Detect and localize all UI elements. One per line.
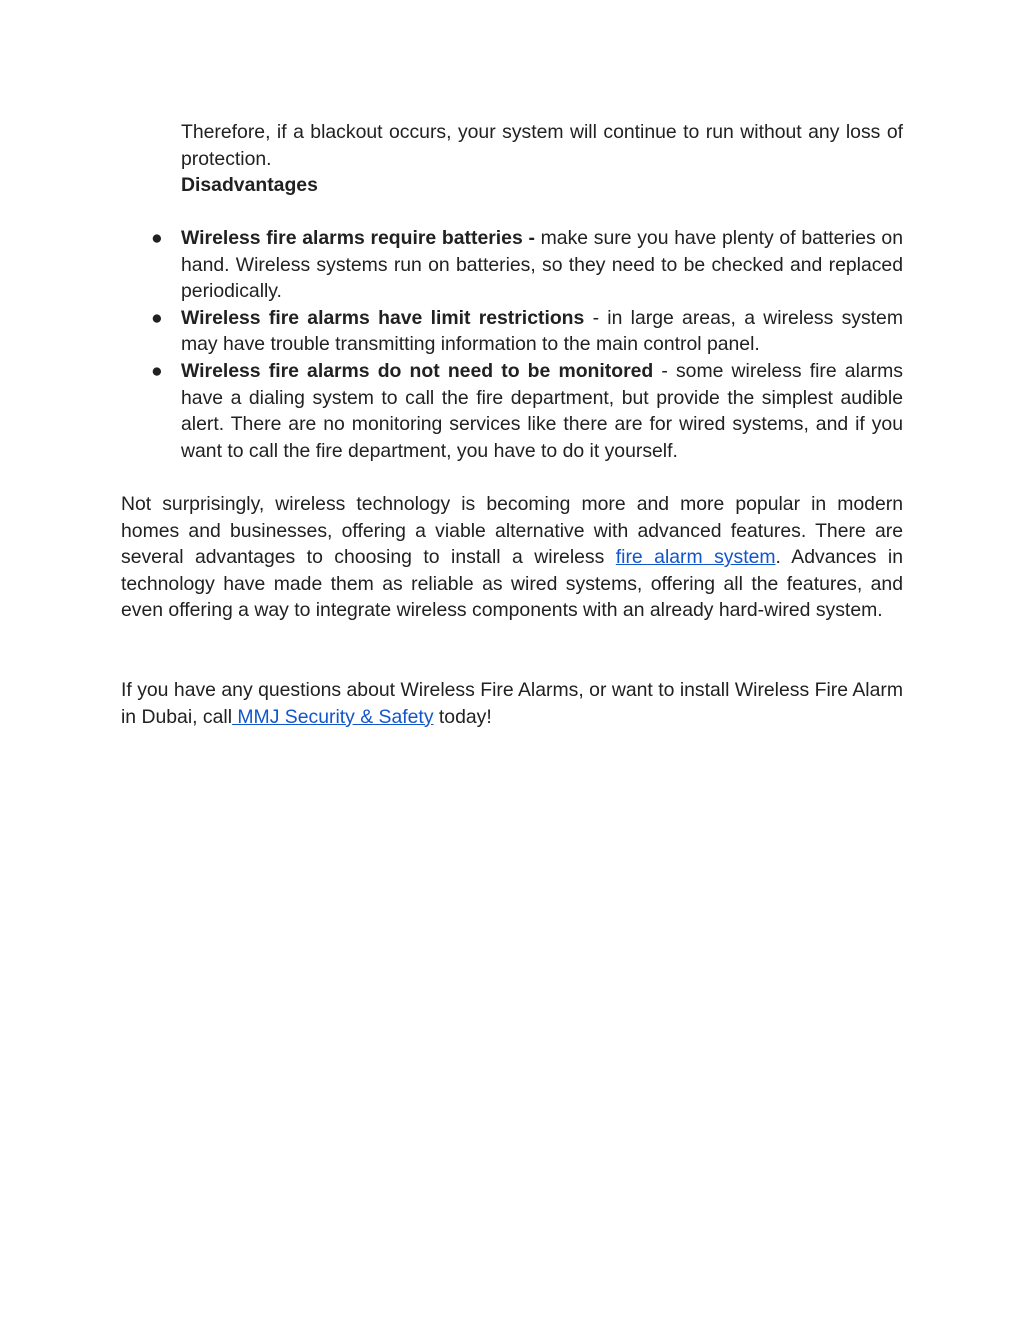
disadvantages-list xyxy=(151,225,903,464)
paragraph-text: If you have any questions about Wireless Fire Alarms, or want to install Wireless Fire Alarm in Dubai, call xyxy=(121,679,903,728)
paragraph-contact xyxy=(121,677,903,730)
list-item-title: Wireless fire alarms have limit restrictions xyxy=(181,306,585,329)
list-item xyxy=(151,358,903,464)
paragraph-text: today! xyxy=(433,705,492,728)
mmj-security-link[interactable]: MMJ Security & Safety xyxy=(232,705,434,728)
fire-alarm-system-link[interactable]: fire alarm system xyxy=(615,546,776,569)
paragraph-wireless-technology xyxy=(121,491,903,624)
intro-block xyxy=(181,119,903,199)
paragraph-text: Not surprisingly, wireless technology is becoming more and more popular in modern homes and businesses, offering a viable alternative with advanced features. There are several advantages to choosing to install a wireless xyxy=(121,493,903,569)
list-item xyxy=(151,305,903,358)
intro-text: Therefore, if a blackout occurs, your system will continue to run without any loss of protection. xyxy=(181,121,903,170)
bullet-icon: ● xyxy=(151,359,163,382)
bullet-icon: ● xyxy=(151,306,163,329)
list-item-text: make sure you have plenty of batteries on hand. Wireless systems run on batteries, so they need to be checked and replaced periodically. xyxy=(181,227,903,303)
disadvantages-heading: Disadvantages xyxy=(181,174,318,197)
list-item-text: - in large areas, a wireless system may have trouble transmitting information to the main control panel. xyxy=(181,306,903,356)
paragraph-text: . Advances in technology have made them as reliable as wired systems, offering all the features, and even offering a way to integrate wireless components with an already hard-wired system. xyxy=(121,546,904,622)
list-item xyxy=(151,225,903,305)
bullet-icon: ● xyxy=(151,227,163,249)
list-item-title: Wireless fire alarms do not need to be monitored xyxy=(181,359,654,382)
list-item-text: - some wireless fire alarms have a dialing system to call the fire department, but provide the simplest audible alert. There are no monitoring services like there are for wired systems, and if you want to call the fire department, you have to do it yourself. xyxy=(181,359,903,462)
list-item-title: Wireless fire alarms require batteries - xyxy=(181,227,535,249)
